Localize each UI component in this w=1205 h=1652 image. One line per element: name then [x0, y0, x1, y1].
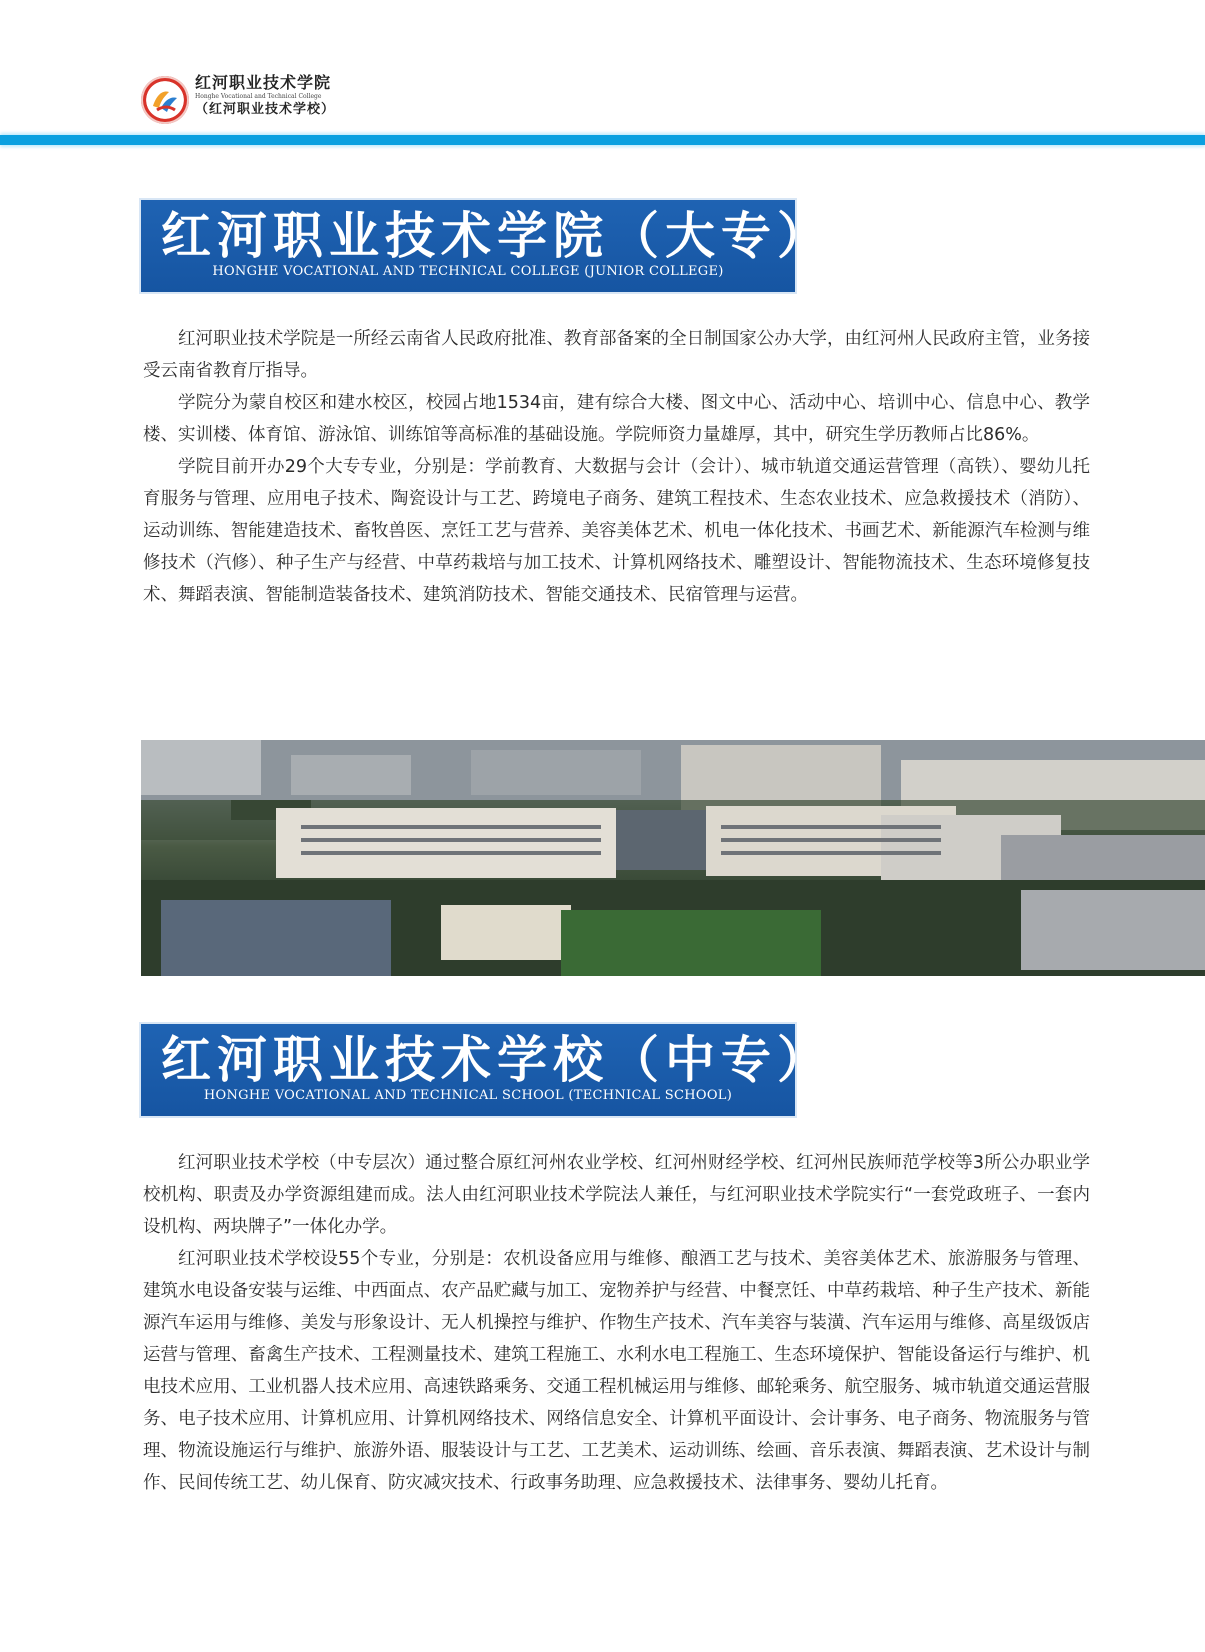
header-accent-bar [0, 135, 1205, 145]
section2-paragraph: 红河职业技术学校设55个专业，分别是：农机设备应用与维修、酿酒工艺与技术、美容美体艺术、旅游服务与管理、建筑水电设备安装与运维、中西面点、农产品贮藏与加工、宠物养护与经营、中餐烹饪、中草药栽培、种子生产技术、新能源汽车运用与维修、美发与形象设计、无人机操控与维护、作物生产技术、汽车美容与装潢、汽车运用与维修、高星级饭店运营与管理、畜禽生产技术、工程测量技术、建筑工程施工、水利水电工程施工、生态环境保护、智能设备运行与维护、机电技术应用、工业机器人技术应用、高速铁路乘务、交通工程机械运用与维修、邮轮乘务、航空服务、城市轨道交通运营服务、电子技术应用、计算机应用、计算机网络技术、网络信息安全、计算机平面设计、会计事务、电子商务、物流服务与管理、物流设施运行与维护、旅游外语、服装设计与工艺、工艺美术、运动训练、绘画、音乐表演、舞蹈表演、艺术设计与制作、民间传统工艺、幼儿保育、防灾减灾技术、行政事务助理、应急救援技术、法律事务、婴幼儿托育。 [143, 1249, 1090, 1493]
section1-paragraph: 红河职业技术学院是一所经云南省人民政府批准、教育部备案的全日制国家公办大学，由红河州人民政府主管，业务接受云南省教育厅指导。 [143, 329, 1090, 381]
brand-name-cn: 红河职业技术学院 [195, 73, 332, 92]
section2-title-cn: 红河职业技术学校（中专） [161, 1031, 833, 1089]
section2-body [143, 1147, 1090, 1499]
section1-banner [141, 200, 833, 292]
brand-name-sub: （红河职业技术学校） [195, 102, 336, 117]
section1-title-en: HONGHE VOCATIONAL AND TECHNICAL COLLEGE (JUNIOR COLLEGE) [212, 264, 724, 279]
campus-aerial-photo [141, 740, 1205, 976]
section2-paragraph: 红河职业技术学校（中专层次）通过整合原红河州农业学校、红河州财经学校、红河州民族师范学校等3所公办职业学校机构、职责及办学资源组建而成。法人由红河职业技术学院法人兼任，与红河职业技术学院实行“一套党政班子、一套内设机构、两块牌子”一体化办学。 [143, 1153, 1090, 1237]
section1-paragraph: 学院分为蒙自校区和建水校区，校园占地1534亩，建有综合大楼、图文中心、活动中心、培训中心、信息中心、教学楼、实训楼、体育馆、游泳馆、训练馆等高标准的基础设施。学院师资力量雄厚，其中，研究生学历教师占比86%。 [143, 393, 1090, 445]
brand-name-en: Honghe Vocational and Technical College [195, 93, 322, 100]
brand-block [195, 74, 335, 119]
campus-image-icon [141, 740, 1205, 976]
college-emblem-icon [141, 76, 189, 124]
section1-title-cn: 红河职业技术学院（大专） [161, 207, 833, 265]
section2-title-en: HONGHE VOCATIONAL AND TECHNICAL SCHOOL (TECHNICAL SCHOOL) [203, 1088, 733, 1103]
section1-paragraph: 学院目前开办29个大专专业，分别是：学前教育、大数据与会计（会计）、城市轨道交通运营管理（高铁）、婴幼儿托育服务与管理、应用电子技术、陶瓷设计与工艺、跨境电子商务、建筑工程技术、生态农业技术、应急救援技术（消防）、运动训练、智能建造技术、畜牧兽医、烹饪工艺与营养、美容美体艺术、机电一体化技术、书画艺术、新能源汽车检测与维修技术（汽修）、种子生产与经营、中草药栽培与加工技术、计算机网络技术、雕塑设计、智能物流技术、生态环境修复技术、舞蹈表演、智能制造装备技术、建筑消防技术、智能交通技术、民宿管理与运营。 [143, 457, 1090, 605]
section2-banner [141, 1024, 833, 1116]
section1-body [143, 323, 1090, 611]
page-header [0, 0, 1205, 148]
